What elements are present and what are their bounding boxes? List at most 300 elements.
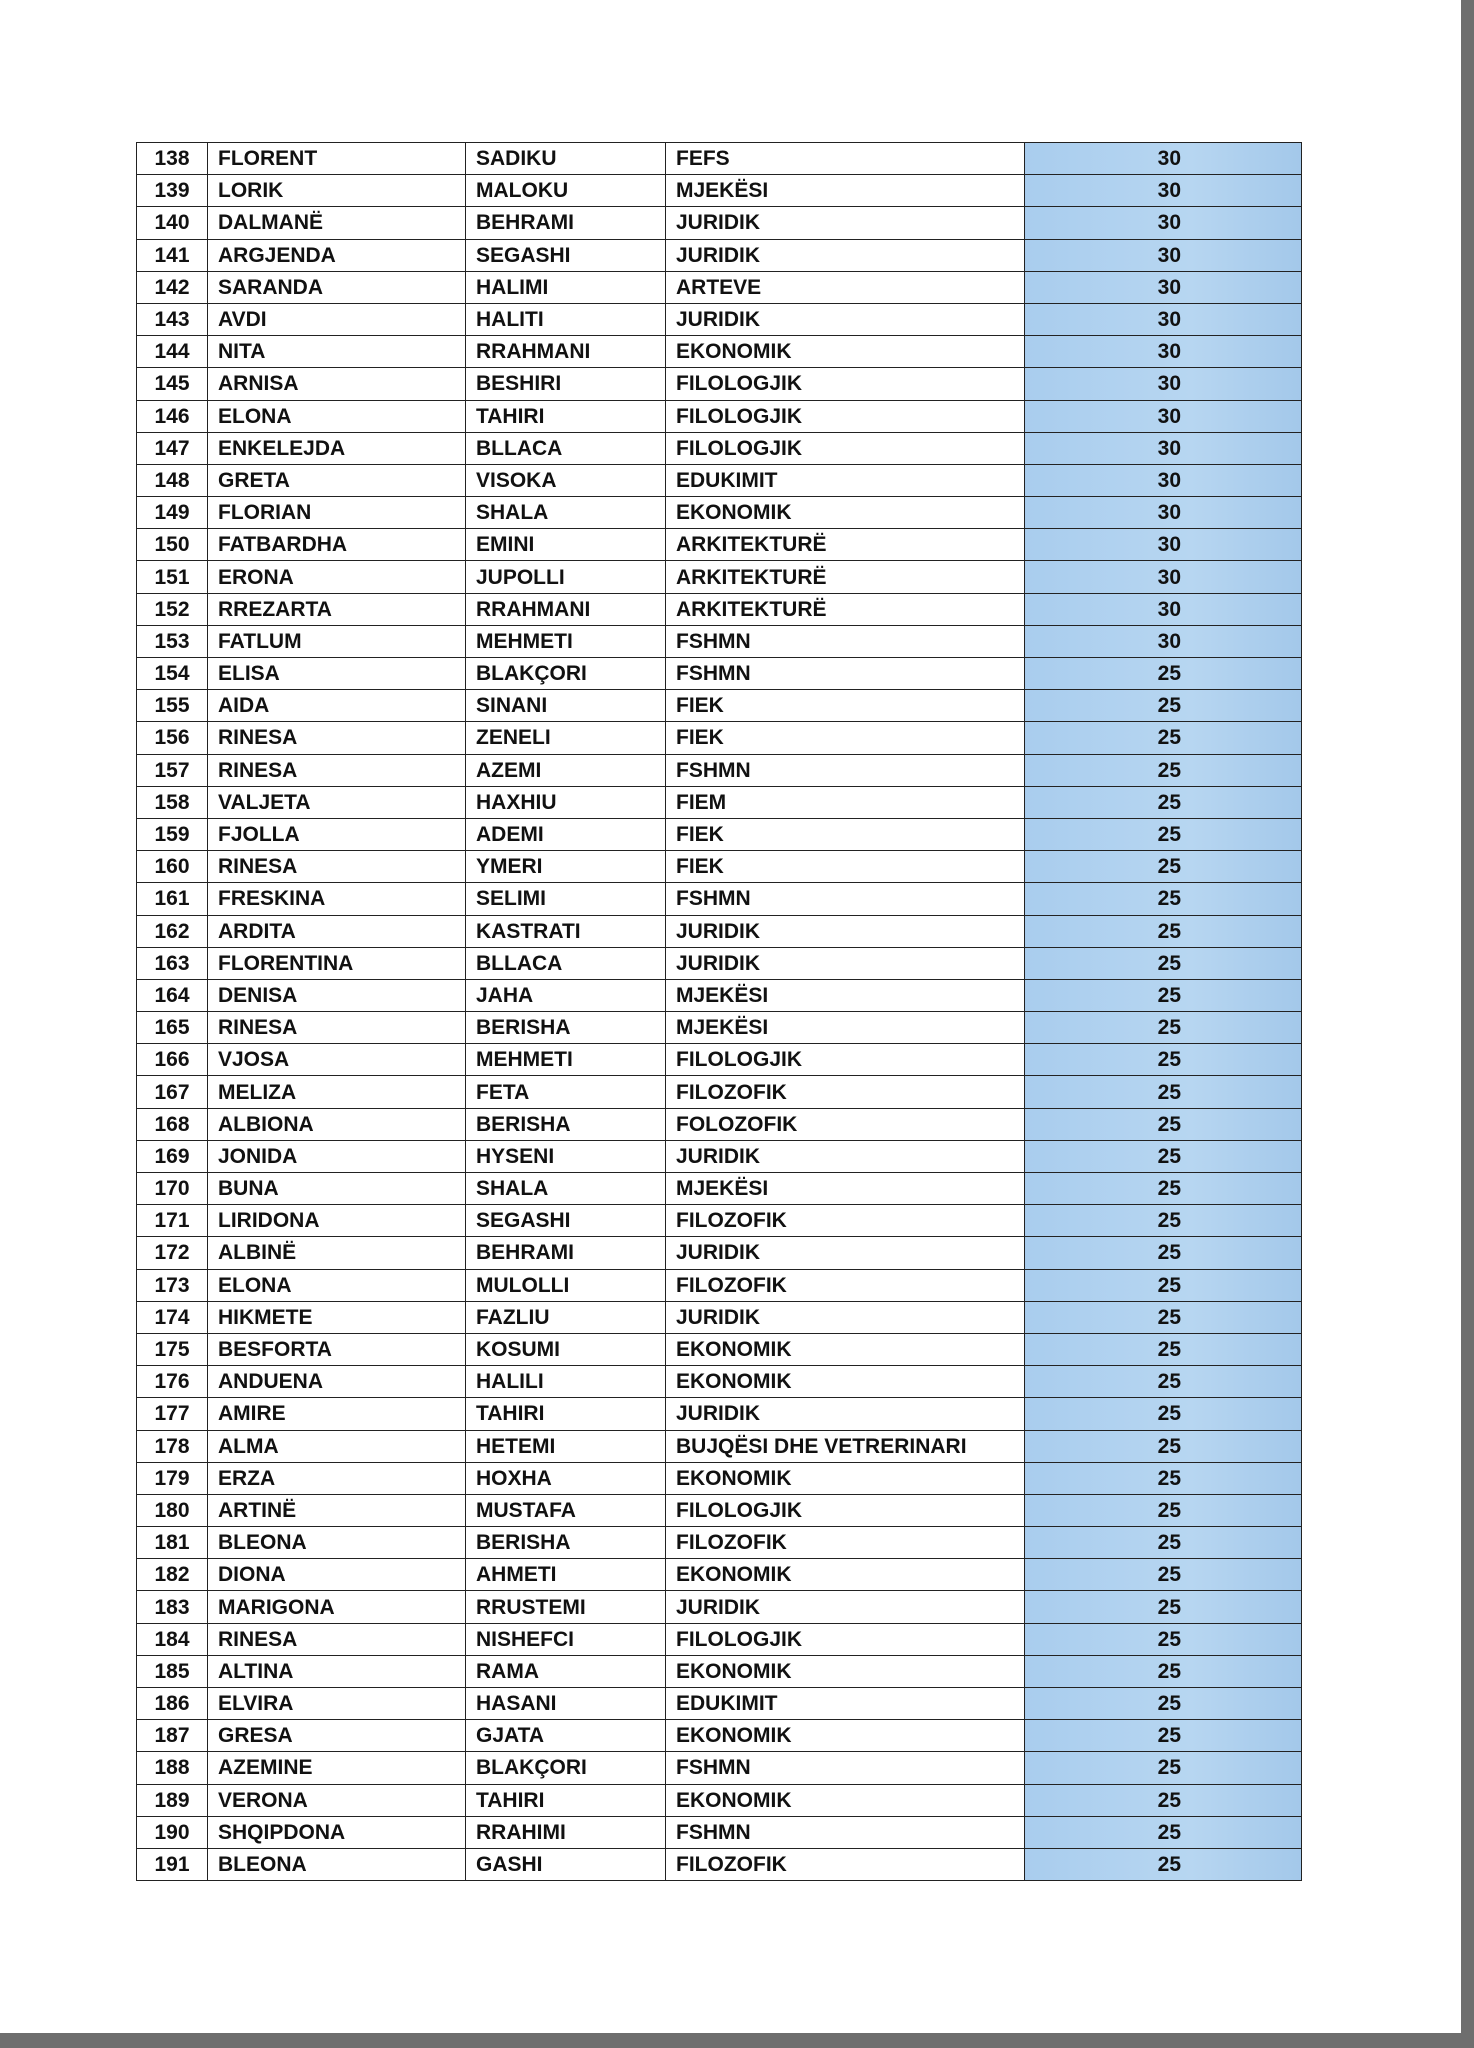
table-row <box>137 1301 1302 1333</box>
first-name-cell: FLORENTINA <box>208 947 466 979</box>
first-name-cell: DIONA <box>208 1559 466 1591</box>
row-number-cell: 144 <box>137 336 208 368</box>
row-number-cell: 142 <box>137 271 208 303</box>
table-row <box>137 239 1302 271</box>
faculty-cell: FSHMN <box>666 1752 1025 1784</box>
row-number-cell: 188 <box>137 1752 208 1784</box>
last-name-cell: YMERI <box>466 851 666 883</box>
faculty-cell: FILOZOFIK <box>666 1269 1025 1301</box>
table-row <box>137 143 1302 175</box>
row-number-cell: 163 <box>137 947 208 979</box>
faculty-cell: JURIDIK <box>666 239 1025 271</box>
first-name-cell: SARANDA <box>208 271 466 303</box>
row-number-cell: 157 <box>137 754 208 786</box>
faculty-cell: MJEKËSI <box>666 979 1025 1011</box>
points-cell: 25 <box>1025 1591 1302 1623</box>
faculty-cell: FILOZOFIK <box>666 1205 1025 1237</box>
row-number-cell: 178 <box>137 1430 208 1462</box>
row-number-cell: 145 <box>137 368 208 400</box>
table-row <box>137 915 1302 947</box>
points-cell: 30 <box>1025 175 1302 207</box>
last-name-cell: SELIMI <box>466 883 666 915</box>
last-name-cell: RRAHMANI <box>466 336 666 368</box>
table-row <box>137 1494 1302 1526</box>
last-name-cell: KASTRATI <box>466 915 666 947</box>
first-name-cell: BESFORTA <box>208 1333 466 1365</box>
first-name-cell: VERONA <box>208 1784 466 1816</box>
faculty-cell: FILOLOGJIK <box>666 368 1025 400</box>
first-name-cell: RINESA <box>208 1623 466 1655</box>
first-name-cell: RINESA <box>208 754 466 786</box>
points-cell: 25 <box>1025 1398 1302 1430</box>
faculty-cell: JURIDIK <box>666 1237 1025 1269</box>
last-name-cell: JUPOLLI <box>466 561 666 593</box>
first-name-cell: FLORENT <box>208 143 466 175</box>
first-name-cell: VJOSA <box>208 1044 466 1076</box>
points-cell: 25 <box>1025 1430 1302 1462</box>
row-number-cell: 165 <box>137 1012 208 1044</box>
faculty-cell: FILOLOGJIK <box>666 1494 1025 1526</box>
last-name-cell: BERISHA <box>466 1012 666 1044</box>
row-number-cell: 186 <box>137 1688 208 1720</box>
faculty-cell: MJEKËSI <box>666 1173 1025 1205</box>
table-row <box>137 1784 1302 1816</box>
last-name-cell: SINANI <box>466 690 666 722</box>
last-name-cell: KOSUMI <box>466 1333 666 1365</box>
points-cell: 25 <box>1025 1720 1302 1752</box>
first-name-cell: ARGJENDA <box>208 239 466 271</box>
faculty-cell: EKONOMIK <box>666 1559 1025 1591</box>
table-row <box>137 432 1302 464</box>
faculty-cell: EKONOMIK <box>666 1462 1025 1494</box>
faculty-cell: FIEK <box>666 851 1025 883</box>
last-name-cell: HALITI <box>466 303 666 335</box>
first-name-cell: AVDI <box>208 303 466 335</box>
points-cell: 30 <box>1025 303 1302 335</box>
faculty-cell: EKONOMIK <box>666 1366 1025 1398</box>
points-cell: 25 <box>1025 1366 1302 1398</box>
faculty-cell: JURIDIK <box>666 947 1025 979</box>
points-cell: 25 <box>1025 1848 1302 1880</box>
points-cell: 30 <box>1025 561 1302 593</box>
points-cell: 25 <box>1025 1655 1302 1687</box>
points-cell: 30 <box>1025 625 1302 657</box>
first-name-cell: ARDITA <box>208 915 466 947</box>
results-table <box>136 142 1302 1881</box>
table-row <box>137 1044 1302 1076</box>
last-name-cell: FAZLIU <box>466 1301 666 1333</box>
faculty-cell: EDUKIMIT <box>666 1688 1025 1720</box>
points-cell: 25 <box>1025 1527 1302 1559</box>
faculty-cell: FILOZOFIK <box>666 1848 1025 1880</box>
last-name-cell: HALILI <box>466 1366 666 1398</box>
last-name-cell: BEHRAMI <box>466 1237 666 1269</box>
table-row <box>137 947 1302 979</box>
row-number-cell: 169 <box>137 1140 208 1172</box>
faculty-cell: FSHMN <box>666 754 1025 786</box>
last-name-cell: AHMETI <box>466 1559 666 1591</box>
row-number-cell: 143 <box>137 303 208 335</box>
last-name-cell: ADEMI <box>466 818 666 850</box>
points-cell: 25 <box>1025 1108 1302 1140</box>
table-row <box>137 1462 1302 1494</box>
table-row <box>137 1366 1302 1398</box>
row-number-cell: 146 <box>137 400 208 432</box>
last-name-cell: HALIMI <box>466 271 666 303</box>
points-cell: 30 <box>1025 143 1302 175</box>
row-number-cell: 187 <box>137 1720 208 1752</box>
points-cell: 25 <box>1025 1044 1302 1076</box>
table-row <box>137 979 1302 1011</box>
points-cell: 25 <box>1025 1623 1302 1655</box>
last-name-cell: NISHEFCI <box>466 1623 666 1655</box>
faculty-cell: ARTEVE <box>666 271 1025 303</box>
points-cell: 25 <box>1025 1752 1302 1784</box>
first-name-cell: ELONA <box>208 400 466 432</box>
row-number-cell: 171 <box>137 1205 208 1237</box>
table-row <box>137 786 1302 818</box>
row-number-cell: 176 <box>137 1366 208 1398</box>
points-cell: 25 <box>1025 1237 1302 1269</box>
first-name-cell: ALMA <box>208 1430 466 1462</box>
points-cell: 25 <box>1025 1301 1302 1333</box>
table-row <box>137 529 1302 561</box>
table-row <box>137 1205 1302 1237</box>
row-number-cell: 154 <box>137 658 208 690</box>
faculty-cell: MJEKËSI <box>666 175 1025 207</box>
row-number-cell: 155 <box>137 690 208 722</box>
row-number-cell: 167 <box>137 1076 208 1108</box>
faculty-cell: FILOZOFIK <box>666 1076 1025 1108</box>
first-name-cell: RINESA <box>208 722 466 754</box>
points-cell: 25 <box>1025 851 1302 883</box>
first-name-cell: ENKELEJDA <box>208 432 466 464</box>
last-name-cell: ZENELI <box>466 722 666 754</box>
last-name-cell: BLLACA <box>466 947 666 979</box>
last-name-cell: HASANI <box>466 1688 666 1720</box>
table-row <box>137 690 1302 722</box>
row-number-cell: 138 <box>137 143 208 175</box>
faculty-cell: JURIDIK <box>666 1140 1025 1172</box>
row-number-cell: 141 <box>137 239 208 271</box>
first-name-cell: VALJETA <box>208 786 466 818</box>
row-number-cell: 182 <box>137 1559 208 1591</box>
faculty-cell: FSHMN <box>666 658 1025 690</box>
faculty-cell: JURIDIK <box>666 303 1025 335</box>
faculty-cell: EKONOMIK <box>666 1333 1025 1365</box>
points-cell: 25 <box>1025 1173 1302 1205</box>
table-row <box>137 818 1302 850</box>
row-number-cell: 152 <box>137 593 208 625</box>
table-row <box>137 175 1302 207</box>
row-number-cell: 166 <box>137 1044 208 1076</box>
row-number-cell: 151 <box>137 561 208 593</box>
last-name-cell: BLAKÇORI <box>466 1752 666 1784</box>
first-name-cell: GRETA <box>208 464 466 496</box>
last-name-cell: SADIKU <box>466 143 666 175</box>
last-name-cell: MUSTAFA <box>466 1494 666 1526</box>
faculty-cell: ARKITEKTURË <box>666 561 1025 593</box>
last-name-cell: BERISHA <box>466 1527 666 1559</box>
last-name-cell: RRUSTEMI <box>466 1591 666 1623</box>
last-name-cell: SEGASHI <box>466 239 666 271</box>
table-row <box>137 1173 1302 1205</box>
faculty-cell: JURIDIK <box>666 207 1025 239</box>
last-name-cell: RRAHMANI <box>466 593 666 625</box>
row-number-cell: 190 <box>137 1816 208 1848</box>
row-number-cell: 161 <box>137 883 208 915</box>
table-row <box>137 1430 1302 1462</box>
last-name-cell: SHALA <box>466 1173 666 1205</box>
faculty-cell: EDUKIMIT <box>666 464 1025 496</box>
faculty-cell: FSHMN <box>666 883 1025 915</box>
row-number-cell: 180 <box>137 1494 208 1526</box>
first-name-cell: ELONA <box>208 1269 466 1301</box>
faculty-cell: FIEM <box>666 786 1025 818</box>
results-table-body <box>137 143 1302 1881</box>
faculty-cell: FILOLOGJIK <box>666 1044 1025 1076</box>
faculty-cell: FSHMN <box>666 1816 1025 1848</box>
last-name-cell: BERISHA <box>466 1108 666 1140</box>
first-name-cell: LORIK <box>208 175 466 207</box>
points-cell: 30 <box>1025 271 1302 303</box>
first-name-cell: FRESKINA <box>208 883 466 915</box>
last-name-cell: VISOKA <box>466 464 666 496</box>
first-name-cell: ELVIRA <box>208 1688 466 1720</box>
row-number-cell: 189 <box>137 1784 208 1816</box>
points-cell: 25 <box>1025 1076 1302 1108</box>
row-number-cell: 179 <box>137 1462 208 1494</box>
faculty-cell: EKONOMIK <box>666 497 1025 529</box>
row-number-cell: 148 <box>137 464 208 496</box>
row-number-cell: 147 <box>137 432 208 464</box>
last-name-cell: EMINI <box>466 529 666 561</box>
table-row <box>137 1527 1302 1559</box>
table-row <box>137 497 1302 529</box>
first-name-cell: NITA <box>208 336 466 368</box>
points-cell: 25 <box>1025 1688 1302 1720</box>
last-name-cell: MULOLLI <box>466 1269 666 1301</box>
first-name-cell: AZEMINE <box>208 1752 466 1784</box>
row-number-cell: 158 <box>137 786 208 818</box>
points-cell: 25 <box>1025 1333 1302 1365</box>
table-row <box>137 1237 1302 1269</box>
row-number-cell: 191 <box>137 1848 208 1880</box>
table-row <box>137 722 1302 754</box>
last-name-cell: GJATA <box>466 1720 666 1752</box>
row-number-cell: 156 <box>137 722 208 754</box>
last-name-cell: AZEMI <box>466 754 666 786</box>
table-row <box>137 851 1302 883</box>
first-name-cell: BLEONA <box>208 1527 466 1559</box>
table-row <box>137 1688 1302 1720</box>
points-cell: 30 <box>1025 368 1302 400</box>
row-number-cell: 150 <box>137 529 208 561</box>
points-cell: 25 <box>1025 1816 1302 1848</box>
first-name-cell: MARIGONA <box>208 1591 466 1623</box>
first-name-cell: RREZARTA <box>208 593 466 625</box>
first-name-cell: ERONA <box>208 561 466 593</box>
table-row <box>137 1848 1302 1880</box>
faculty-cell: FILOLOGJIK <box>666 400 1025 432</box>
row-number-cell: 177 <box>137 1398 208 1430</box>
first-name-cell: ANDUENA <box>208 1366 466 1398</box>
points-cell: 30 <box>1025 464 1302 496</box>
row-number-cell: 174 <box>137 1301 208 1333</box>
row-number-cell: 139 <box>137 175 208 207</box>
points-cell: 30 <box>1025 239 1302 271</box>
last-name-cell: SHALA <box>466 497 666 529</box>
faculty-cell: ARKITEKTURË <box>666 529 1025 561</box>
table-row <box>137 1398 1302 1430</box>
faculty-cell: EKONOMIK <box>666 336 1025 368</box>
first-name-cell: ALBINË <box>208 1237 466 1269</box>
points-cell: 30 <box>1025 207 1302 239</box>
last-name-cell: HETEMI <box>466 1430 666 1462</box>
first-name-cell: GRESA <box>208 1720 466 1752</box>
first-name-cell: ARNISA <box>208 368 466 400</box>
faculty-cell: EKONOMIK <box>666 1655 1025 1687</box>
table-row <box>137 1269 1302 1301</box>
last-name-cell: GASHI <box>466 1848 666 1880</box>
last-name-cell: BESHIRI <box>466 368 666 400</box>
last-name-cell: TAHIRI <box>466 1398 666 1430</box>
row-number-cell: 183 <box>137 1591 208 1623</box>
last-name-cell: HAXHIU <box>466 786 666 818</box>
faculty-cell: MJEKËSI <box>666 1012 1025 1044</box>
faculty-cell: FIEK <box>666 690 1025 722</box>
first-name-cell: LIRIDONA <box>208 1205 466 1237</box>
last-name-cell: HOXHA <box>466 1462 666 1494</box>
points-cell: 25 <box>1025 947 1302 979</box>
table-row <box>137 336 1302 368</box>
points-cell: 25 <box>1025 1494 1302 1526</box>
last-name-cell: SEGASHI <box>466 1205 666 1237</box>
faculty-cell: JURIDIK <box>666 1398 1025 1430</box>
row-number-cell: 140 <box>137 207 208 239</box>
faculty-cell: FILOZOFIK <box>666 1527 1025 1559</box>
first-name-cell: BLEONA <box>208 1848 466 1880</box>
points-cell: 30 <box>1025 400 1302 432</box>
last-name-cell: MALOKU <box>466 175 666 207</box>
last-name-cell: BEHRAMI <box>466 207 666 239</box>
points-cell: 25 <box>1025 1140 1302 1172</box>
table-row <box>137 1076 1302 1108</box>
points-cell: 25 <box>1025 1559 1302 1591</box>
points-cell: 25 <box>1025 1269 1302 1301</box>
first-name-cell: ERZA <box>208 1462 466 1494</box>
first-name-cell: ELISA <box>208 658 466 690</box>
table-row <box>137 1591 1302 1623</box>
table-row <box>137 1333 1302 1365</box>
first-name-cell: FLORIAN <box>208 497 466 529</box>
faculty-cell: FOLOZOFIK <box>666 1108 1025 1140</box>
table-row <box>137 1012 1302 1044</box>
table-row <box>137 400 1302 432</box>
row-number-cell: 164 <box>137 979 208 1011</box>
row-number-cell: 181 <box>137 1527 208 1559</box>
table-row <box>137 754 1302 786</box>
faculty-cell: FIEK <box>666 722 1025 754</box>
first-name-cell: ARTINË <box>208 1494 466 1526</box>
first-name-cell: FATLUM <box>208 625 466 657</box>
last-name-cell: JAHA <box>466 979 666 1011</box>
points-cell: 25 <box>1025 1205 1302 1237</box>
row-number-cell: 153 <box>137 625 208 657</box>
points-cell: 25 <box>1025 1012 1302 1044</box>
last-name-cell: FETA <box>466 1076 666 1108</box>
table-row <box>137 561 1302 593</box>
row-number-cell: 160 <box>137 851 208 883</box>
first-name-cell: SHQIPDONA <box>208 1816 466 1848</box>
first-name-cell: DALMANË <box>208 207 466 239</box>
points-cell: 25 <box>1025 690 1302 722</box>
points-cell: 25 <box>1025 658 1302 690</box>
points-cell: 25 <box>1025 754 1302 786</box>
table-row <box>137 1623 1302 1655</box>
row-number-cell: 173 <box>137 1269 208 1301</box>
last-name-cell: RRAHIMI <box>466 1816 666 1848</box>
points-cell: 30 <box>1025 529 1302 561</box>
points-cell: 30 <box>1025 432 1302 464</box>
table-row <box>137 1140 1302 1172</box>
faculty-cell: EKONOMIK <box>666 1784 1025 1816</box>
first-name-cell: JONIDA <box>208 1140 466 1172</box>
first-name-cell: MELIZA <box>208 1076 466 1108</box>
table-row <box>137 1720 1302 1752</box>
last-name-cell: BLAKÇORI <box>466 658 666 690</box>
last-name-cell: RAMA <box>466 1655 666 1687</box>
points-cell: 25 <box>1025 722 1302 754</box>
faculty-cell: JURIDIK <box>666 1301 1025 1333</box>
faculty-cell: FILOLOGJIK <box>666 432 1025 464</box>
faculty-cell: FEFS <box>666 143 1025 175</box>
first-name-cell: FJOLLA <box>208 818 466 850</box>
first-name-cell: HIKMETE <box>208 1301 466 1333</box>
last-name-cell: HYSENI <box>466 1140 666 1172</box>
points-cell: 30 <box>1025 593 1302 625</box>
row-number-cell: 170 <box>137 1173 208 1205</box>
points-cell: 25 <box>1025 1784 1302 1816</box>
first-name-cell: AMIRE <box>208 1398 466 1430</box>
faculty-cell: FIEK <box>666 818 1025 850</box>
table-row <box>137 1752 1302 1784</box>
points-cell: 25 <box>1025 818 1302 850</box>
first-name-cell: AIDA <box>208 690 466 722</box>
row-number-cell: 185 <box>137 1655 208 1687</box>
row-number-cell: 159 <box>137 818 208 850</box>
row-number-cell: 149 <box>137 497 208 529</box>
first-name-cell: ALTINA <box>208 1655 466 1687</box>
table-row <box>137 1559 1302 1591</box>
table-row <box>137 207 1302 239</box>
last-name-cell: BLLACA <box>466 432 666 464</box>
table-row <box>137 1655 1302 1687</box>
last-name-cell: TAHIRI <box>466 1784 666 1816</box>
table-row <box>137 271 1302 303</box>
faculty-cell: FSHMN <box>666 625 1025 657</box>
points-cell: 25 <box>1025 883 1302 915</box>
last-name-cell: TAHIRI <box>466 400 666 432</box>
table-row <box>137 1108 1302 1140</box>
row-number-cell: 168 <box>137 1108 208 1140</box>
last-name-cell: MEHMETI <box>466 625 666 657</box>
faculty-cell: ARKITEKTURË <box>666 593 1025 625</box>
points-cell: 30 <box>1025 336 1302 368</box>
faculty-cell: FILOLOGJIK <box>666 1623 1025 1655</box>
first-name-cell: RINESA <box>208 851 466 883</box>
table-row <box>137 464 1302 496</box>
